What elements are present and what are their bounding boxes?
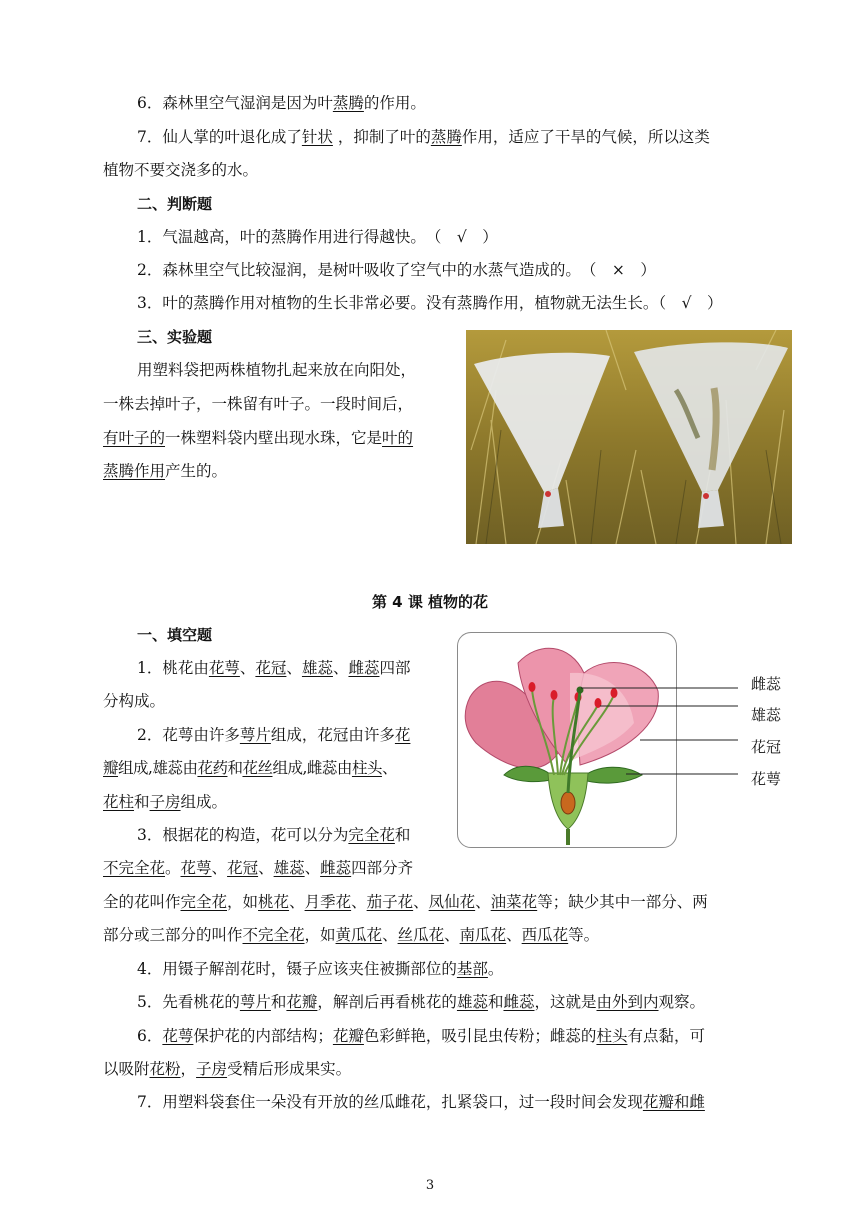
- q7-line-2: 植物不要交浇多的水。: [103, 161, 259, 179]
- l4-q4-line: 4．用镊子解剖花时，镊子应该夹住被撕部位的基部。: [137, 960, 504, 978]
- l4-q3-line-4: 部分或三部分的叫作不完全花，如黄瓜花、丝瓜花、南瓜花、西瓜花等。: [103, 926, 600, 944]
- experiment-text-1: 用塑料袋把两株植物扎起来放在向阳处，: [137, 361, 417, 379]
- l4-q6-line-2: 以吸附花粉，子房受精后形成果实。: [103, 1060, 352, 1078]
- experiment-text-4: 蒸腾作用产生的。: [103, 462, 228, 480]
- l4-q5-line: 5．先看桃花的萼片和花瓣，解剖后再看桃花的雄蕊和雌蕊，这就是由外到内观察。: [137, 993, 706, 1011]
- l4-q6-line-1: 6．花萼保护花的内部结构；花瓣色彩鲜艳，吸引昆虫传粉；雌蕊的柱头有点黏，可: [137, 1027, 705, 1045]
- judgement-item-3: 3．叶的蒸腾作用对植物的生长非常必要。没有蒸腾作用，植物就无法生长。（ √ ）: [137, 294, 723, 312]
- experiment-text-3: 有叶子的一株塑料袋内壁出现水珠，它是叶的: [103, 429, 414, 447]
- l4-q2-line-2: 瓣组成,雄蕊由花药和花丝组成,雌蕊由柱头、: [103, 759, 397, 777]
- section-heading-experiment: 三、实验题: [137, 328, 213, 346]
- label-calyx: 花萼: [751, 770, 782, 788]
- lesson-title: 第 4 课 植物的花: [371, 593, 489, 611]
- judgement-item-2: 2．森林里空气比较湿润，是树叶吸收了空气中的水蒸气造成的。 （ × ）: [137, 261, 656, 279]
- l4-q1-line-2: 分构成。: [103, 692, 166, 710]
- l4-q1-line-1: 1．桃花由花萼、花冠、雄蕊、雌蕊四部: [137, 659, 411, 677]
- label-pistil: 雌蕊: [751, 675, 782, 693]
- section-heading-judgement: 二、判断题: [137, 195, 213, 213]
- section-heading-fill: 一、填空题: [137, 626, 213, 644]
- label-stamen: 雄蕊: [751, 706, 782, 724]
- l4-q2-line-1: 2．花萼由许多萼片组成，花冠由许多花: [137, 726, 411, 744]
- l4-q3-line-1: 3．根据花的构造，花可以分为完全花和: [137, 826, 411, 844]
- l4-q7-line: 7．用塑料袋套住一朵没有开放的丝瓜雌花，扎紧袋口，过一段时间会发现花瓣和雌: [137, 1093, 705, 1111]
- q6-line: 6．森林里空气湿润是因为叶蒸腾的作用。: [137, 94, 426, 112]
- judgement-item-1: 1．气温越高，叶的蒸腾作用进行得越快。 （ √ ）: [137, 228, 498, 246]
- q7-line-1: 7．仙人掌的叶退化成了针状 ，抑制了叶的蒸腾作用，适应了干旱的气候，所以这类: [137, 128, 710, 146]
- l4-q3-line-3: 全的花叫作完全花，如桃花、月季花、茄子花、凤仙花、油菜花等；缺少其中一部分、两: [103, 893, 708, 911]
- page-number: 3: [425, 1178, 435, 1193]
- l4-q3-line-2: 不完全花。花萼、花冠、雄蕊、雌蕊四部分齐: [103, 859, 414, 877]
- experiment-text-2: 一株去掉叶子，一株留有叶子。一段时间后，: [103, 395, 414, 413]
- l4-q2-line-3: 花柱和子房组成。: [103, 793, 228, 811]
- label-corolla: 花冠: [751, 738, 782, 756]
